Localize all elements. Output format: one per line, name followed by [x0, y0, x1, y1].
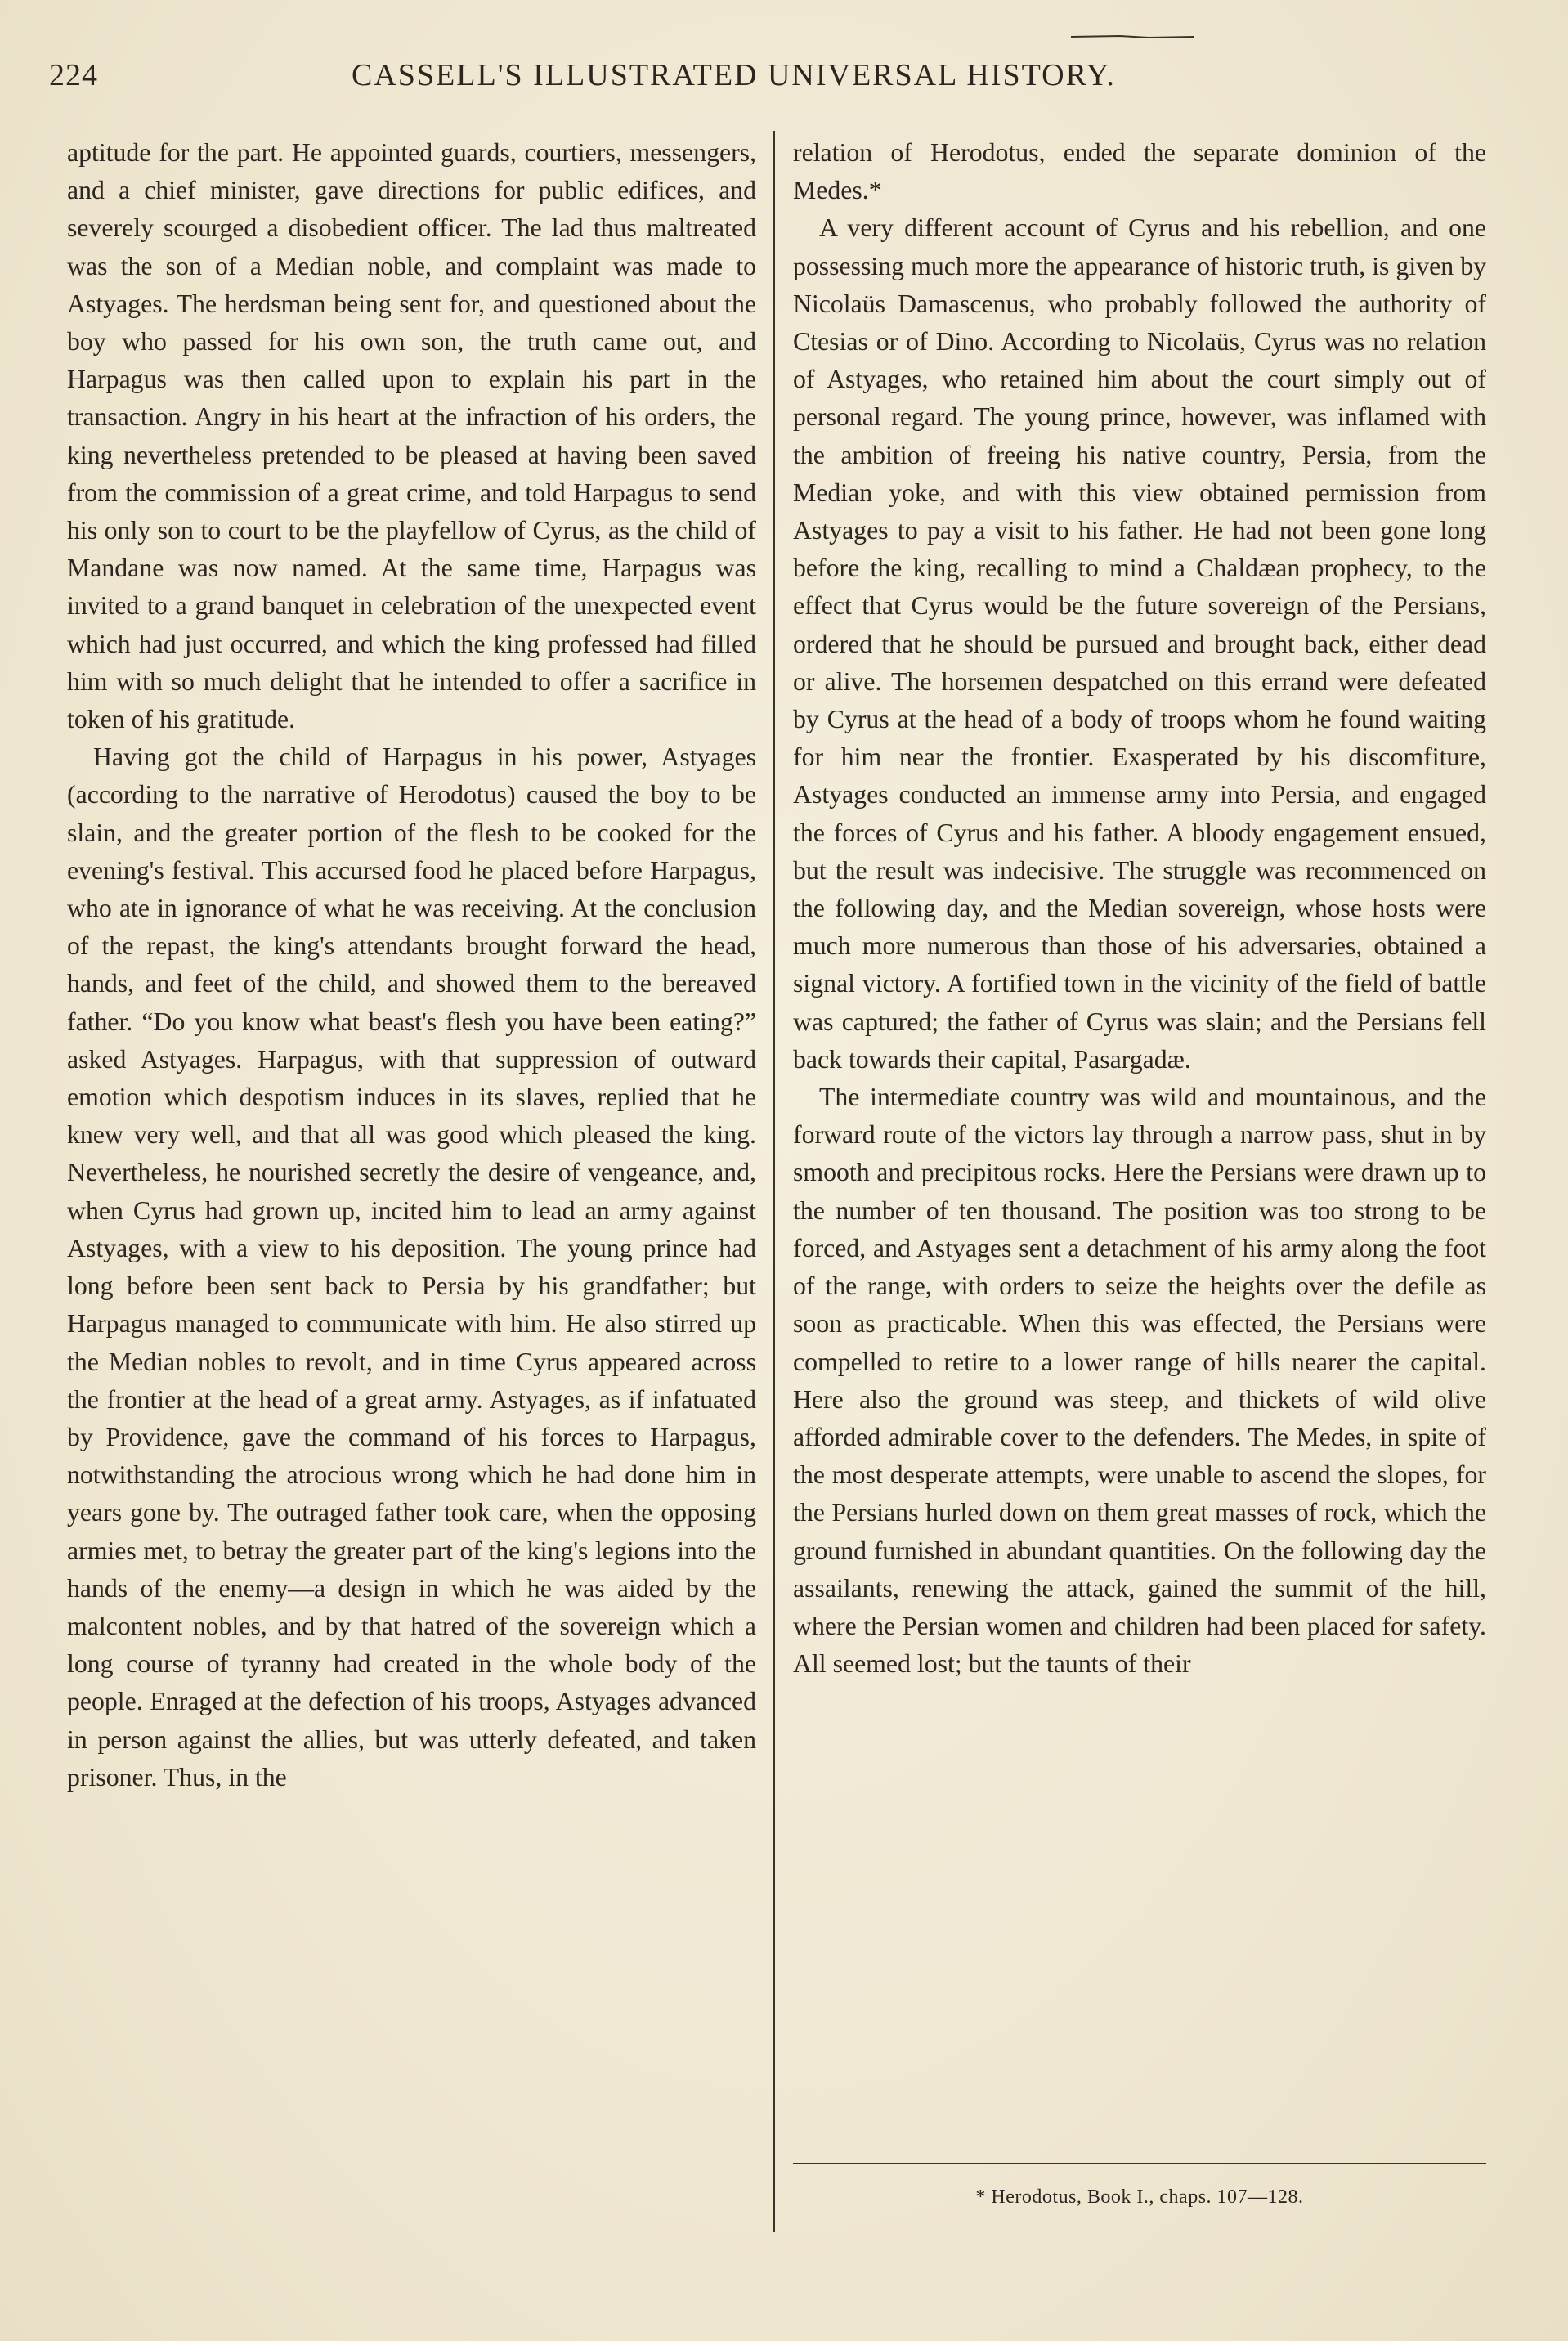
page-header [49, 51, 1521, 100]
running-title: CASSELL'S ILLUSTRATED UNIVERSAL HISTORY. [352, 58, 1116, 92]
header-ornament [1071, 34, 1194, 39]
paragraph: A very different account of Cyrus and his rebellion, and one possessing much more the appearance of historic truth, is given by Nicolaüs Damascenus, who probably followed the authority of Ctesias or of Dino. According to Nicolaüs, Cyrus was no relation of Astyages, who retained him about the court simply out of personal regard. The young prince, however, was inflamed with the ambition of freeing his native country, Persia, from the Median yoke, and with this view obtained permission from Astyages to pay a visit to his father. He had not been gone long before the king, recalling to mind a Chaldæan prophecy, to the effect that Cyrus would be the future sovereign of the Persians, ordered that he should be pursued and brought back, either dead or alive. The horsemen despatched on this errand were defeated by Cyrus at the head of a body of troops whom he found waiting for him near the frontier. Exasperated by his discomfiture, Astyages conducted an immense army into Persia, and engaged the forces of Cyrus and his father. A bloody engagement ensued, but the result was indecisive. The struggle was recommenced on the following day, and the Median sovereign, whose hosts were much more numerous than those of his adversaries, obtained a signal victory. A fortified town in the vicinity of the field of battle was captured; the father of Cyrus was slain; and the Persians fell back towards their capital, Pasargadæ. [793, 213, 1486, 1074]
column-divider [773, 131, 775, 2232]
right-column [793, 134, 1486, 1683]
paragraph: aptitude for the part. He appointed guards, courtiers, messengers, and a chief minister, gave directions for public edifices, and severely scourged a disobedient officer. The lad thus maltreated was the son of a Median noble, and complaint was made to Astyages. The herdsman being sent for, and questioned about the boy who passed for his own son, the truth came out, and Harpagus was then called upon to explain his part in the transaction. Angry in his heart at the infraction of his orders, the king nevertheless pretended to be pleased at having been saved from the commission of a great crime, and told Harpagus to send his only son to court to be the playfellow of Cyrus, as the child of Mandane was now named. At the same time, Harpagus was invited to a grand banquet in celebration of the unexpected event which had just occurred, and which the king professed had filled him with so much delight that he intended to offer a sacrifice in token of his gratitude. [67, 138, 756, 734]
footnote-divider [793, 2163, 1486, 2164]
paragraph: The intermediate country was wild and mountainous, and the forward route of the victors lay through a narrow pass, shut in by smooth and precipitous rocks. Here the Persians were drawn up to the number of ten thousand. The position was too strong to be forced, and Astyages sent a detachment of his army along the foot of the range, with orders to seize the heights over the defile as soon as practicable. When this was effected, the Persians were compelled to retire to a lower range of hills nearer the capital. Here also the ground was steep, and thickets of wild olive afforded admirable cover to the defenders. The Medes, in spite of the most desperate attempts, were unable to ascend the slopes, for the Persians hurled down on them great masses of rock, which the ground furnished in abundant quantities. On the following day the assailants, renewing the attack, gained the summit of the hill, where the Persian women and children had been placed for safety. All seemed lost; but the taunts of their [793, 1083, 1486, 1679]
left-column [67, 134, 756, 1796]
paragraph: Having got the child of Harpagus in his power, Astyages (according to the narrative of Herodotus) caused the boy to be slain, and the greater portion of the flesh to be cooked for the evening's festival. This accursed food he placed before Harpagus, who ate in ignorance of what he was receiving. At the conclusion of the repast, the king's attendants brought forward the head, hands, and feet of the child, and showed them to the bereaved father. “Do you know what beast's flesh you have been eating?” asked Astyages. Harpagus, with that suppression of outward emotion which despotism induces in its slaves, replied that he knew very well, and that all was good which pleased the king. Nevertheless, he nourished secretly the desire of vengeance, and, when Cyrus had grown up, incited him to lead an army against Astyages, with a view to his deposition. The young prince had long before been sent back to Persia by his grandfather; but Harpagus managed to communicate with him. He also stirred up the Median nobles to revolt, and in time Cyrus appeared across the frontier at the head of a great army. Astyages, as if infatuated by Providence, gave the command of his forces to Harpagus, notwithstanding the atrocious wrong which he had done him in years gone by. The outraged father took care, when the opposing armies met, to betray the greater part of the king's legions into the hands of the enemy—a design in which he was aided by the malcontent nobles, and by that hatred of the sovereign which a long course of tyranny had created in the whole body of the people. Enraged at the defection of his troops, Astyages advanced in person against the allies, but was utterly defeated, and taken prisoner. Thus, in the [67, 742, 756, 1792]
footnote: * Herodotus, Book I., chaps. 107—128. [975, 2186, 1304, 2208]
page-number: 224 [49, 58, 98, 92]
paragraph: relation of Herodotus, ended the separate dominion of the Medes.* [793, 138, 1486, 205]
